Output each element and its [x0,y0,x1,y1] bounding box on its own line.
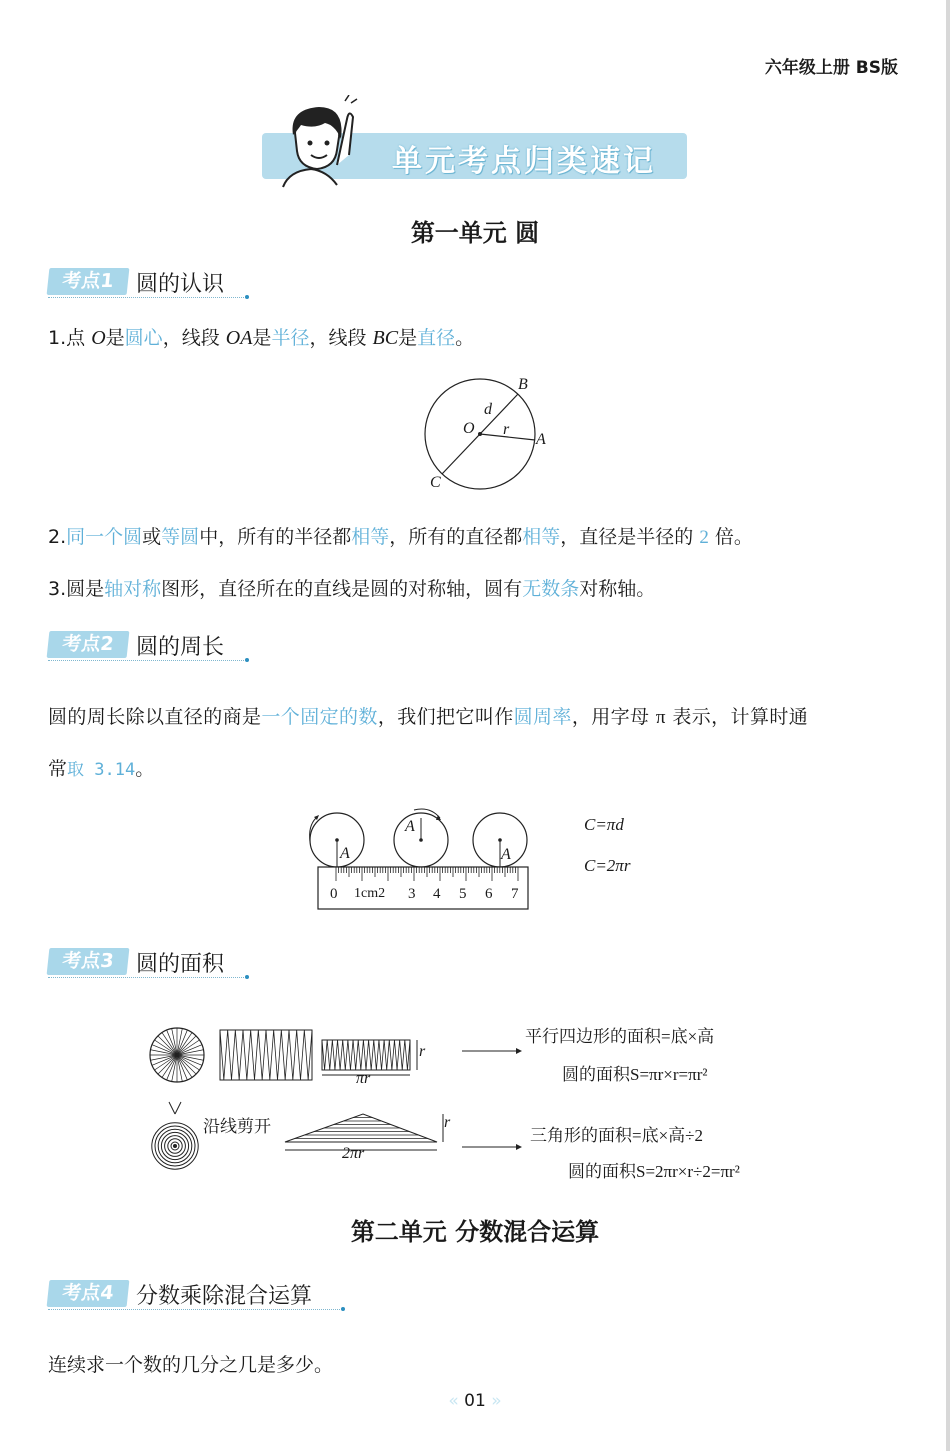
formula-parallelogram: 平行四边形的面积=底×高 [525,1027,715,1046]
rect-label-r: r [419,1043,426,1060]
formula-c-2pi-r: C=2πr [584,856,631,875]
label-r: r [503,421,510,438]
kp3-title: 圆的面积 [136,952,225,977]
label-a: A [536,431,546,448]
ruler-label-a2: A [405,818,415,835]
kp3-underline [48,977,244,978]
unit2-title: 第二单元 分数混合运算 [350,1218,600,1246]
kp2-line1: 圆的周长除以直径的商是一个固定的数，我们把它叫作圆周率，用字母 π 表示，计算时通 [48,706,809,728]
kp1-dot [245,295,249,299]
rect-label-pi-r: πr [356,1070,371,1087]
label-c: C [430,474,441,491]
ruler-tick-7: 7 [511,886,519,902]
kp2-title: 圆的周长 [136,635,225,660]
kp2-badge: 考点2 [47,631,130,658]
kp1-item1: 1.点 O是圆心，线段 OA是半径，线段 BC是直径。 [48,327,475,349]
cut-along-line-label: 沿线剪开 [203,1117,271,1137]
ruler-tick-0: 0 [330,886,338,902]
tri-label-r: r [444,1114,451,1131]
ruler-tick-1: 1cm2 [354,886,386,901]
kp4-badge: 考点4 [47,1280,130,1307]
ruler-tick-6: 6 [485,886,493,902]
label-b: B [518,376,528,393]
ruler-label-a1: A [340,845,350,862]
ruler-tick-3: 3 [408,886,416,902]
kp1-underline [48,297,244,298]
label-o: O [463,420,475,437]
kp3-badge: 考点3 [47,948,130,975]
ruler-label-a3: A [501,846,511,863]
kp1-item2: 2.同一个圆或等圆中，所有的半径都相等，所有的直径都相等，直径是半径的 2 倍。 [48,526,753,548]
kp1-title: 圆的认识 [136,272,225,297]
tri-label-2pi-r: 2πr [342,1145,365,1162]
mascot-icon [275,95,365,190]
page-number: « 01 » [448,1391,502,1411]
kp2-underline [48,660,244,661]
kp1-item3: 3.圆是轴对称图形，直径所在的直线是圆的对称轴，圆有无数条对称轴。 [48,578,656,600]
ruler-tick-5: 5 [459,886,467,902]
formula-triangle: 三角形的面积=底×高÷2 [530,1126,704,1145]
kp2-dot [245,658,249,662]
kp2-line2: 常取 3.14。 [48,758,155,780]
ruler-tick-labels [330,886,530,906]
circle-area-diagram [145,1018,525,1188]
formula-circle-area-2: 圆的面积S=2πr×r÷2=πr² [568,1162,740,1181]
grade-label: 六年级上册 BS版 [764,58,898,78]
formula-c-pi-d: C=πd [584,815,624,834]
formula-circle-area-1: 圆的面积S=πr×r=πr² [562,1065,708,1084]
kp4-title: 分数乘除混合运算 [136,1284,313,1309]
unit1-title: 第一单元 圆 [410,219,540,247]
kp4-line1: 连续求一个数的几分之几是多少。 [48,1354,334,1376]
kp1-badge: 考点1 [47,268,130,295]
kp3-dot [245,975,249,979]
label-d: d [484,401,492,418]
arrow-right-icon [462,1142,522,1152]
kp4-dot [341,1307,345,1311]
kp4-underline [48,1309,340,1310]
arrow-right-icon [462,1046,522,1056]
banner-title: 单元考点归类速记 [392,144,656,179]
ruler-tick-4: 4 [433,886,441,902]
